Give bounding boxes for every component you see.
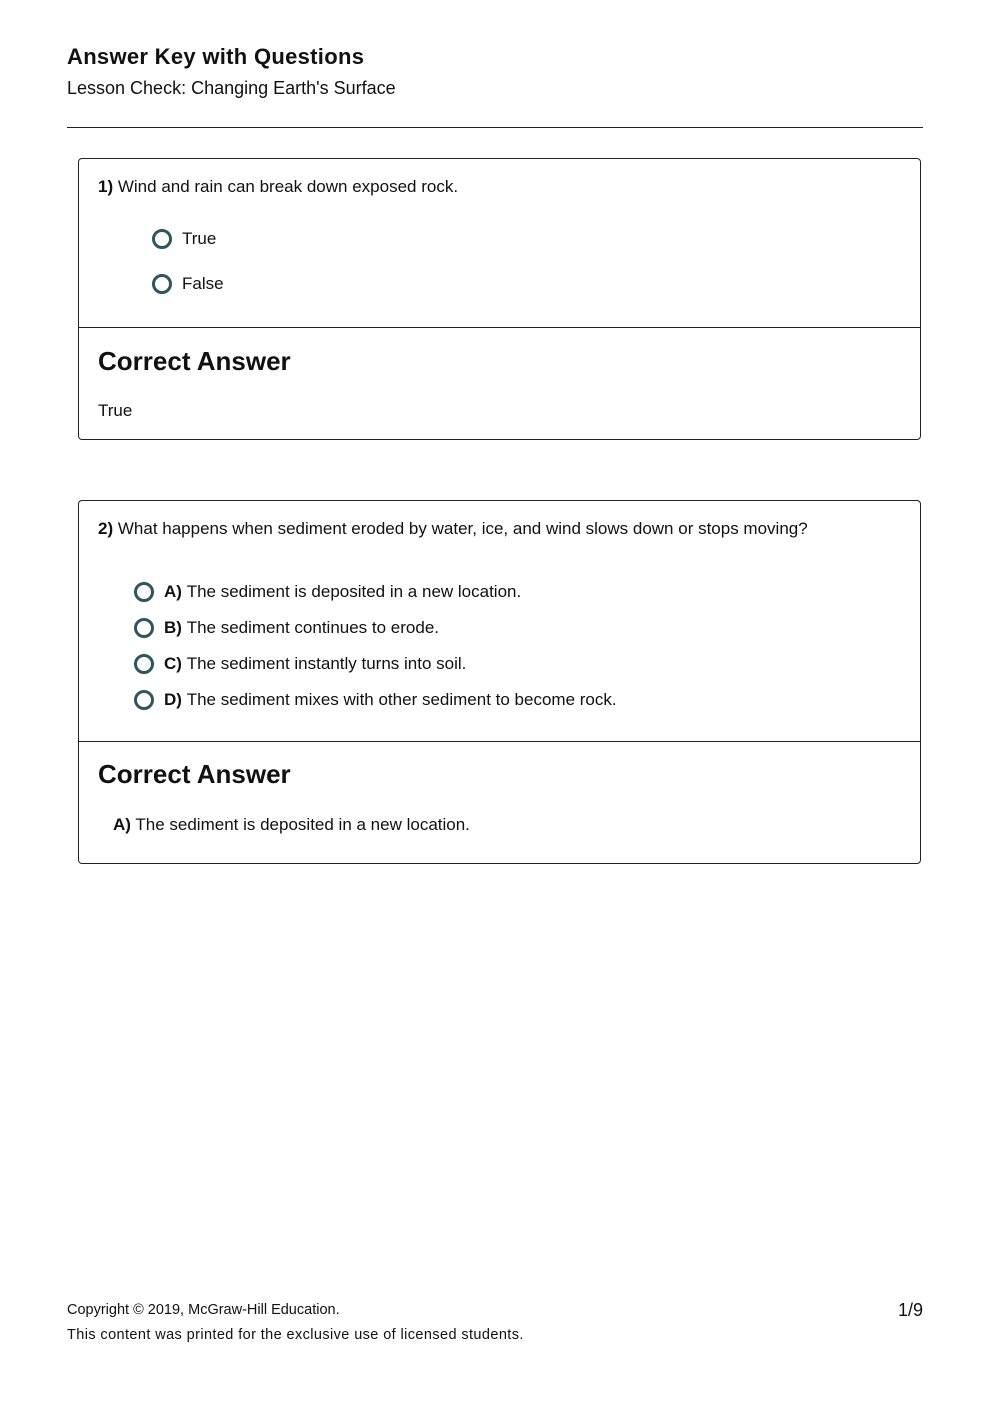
option-true[interactable]	[152, 229, 216, 249]
option-text: False	[182, 274, 224, 293]
question-text	[79, 159, 920, 197]
question-number: 2)	[98, 519, 114, 538]
radio-icon[interactable]	[152, 229, 172, 249]
option-text: The sediment is deposited in a new location.	[186, 582, 522, 601]
question-prompt: Wind and rain can break down exposed rock.	[117, 177, 459, 196]
question-card-2	[78, 500, 921, 864]
option-text: The sediment mixes with other sediment to become rock.	[186, 690, 617, 709]
option-text: The sediment continues to erode.	[186, 618, 440, 637]
correct-answer-heading: Correct Answer	[98, 346, 291, 376]
radio-icon[interactable]	[134, 654, 154, 674]
option-false[interactable]	[152, 274, 224, 294]
document-subtitle: Lesson Check: Changing Earth's Surface	[67, 78, 396, 98]
correct-answer-value: True	[98, 401, 133, 420]
header-divider	[67, 127, 923, 128]
copyright: Copyright © 2019, McGraw-Hill Education.	[67, 1302, 340, 1318]
option-a[interactable]	[134, 582, 521, 602]
correct-answer-label: A)	[113, 815, 131, 834]
question-prompt: What happens when sediment eroded by water, ice, and wind slows down or stops moving?	[117, 519, 808, 538]
radio-icon[interactable]	[134, 618, 154, 638]
option-label: A)	[164, 582, 182, 601]
question-number: 1)	[98, 177, 114, 196]
correct-answer-value	[113, 815, 470, 835]
correct-answer-heading: Correct Answer	[98, 759, 291, 789]
license-notice: This content was printed for the exclusive use of licensed students.	[67, 1327, 524, 1343]
option-c[interactable]	[134, 654, 466, 674]
radio-icon[interactable]	[152, 274, 172, 294]
document-title: Answer Key with Questions	[67, 44, 365, 69]
option-label: C)	[164, 654, 182, 673]
option-label: D)	[164, 690, 182, 709]
option-text: True	[182, 229, 217, 248]
radio-icon[interactable]	[134, 690, 154, 710]
question-card-1	[78, 158, 921, 440]
option-label: B)	[164, 618, 182, 637]
correct-answer-text: The sediment is deposited in a new location.	[135, 815, 470, 834]
divider	[79, 327, 920, 328]
divider	[79, 741, 920, 742]
radio-icon[interactable]	[134, 582, 154, 602]
option-d[interactable]	[134, 690, 617, 710]
question-text	[79, 501, 920, 539]
page-number: 1/9	[897, 1300, 923, 1320]
option-b[interactable]	[134, 618, 439, 638]
option-text: The sediment instantly turns into soil.	[186, 654, 467, 673]
